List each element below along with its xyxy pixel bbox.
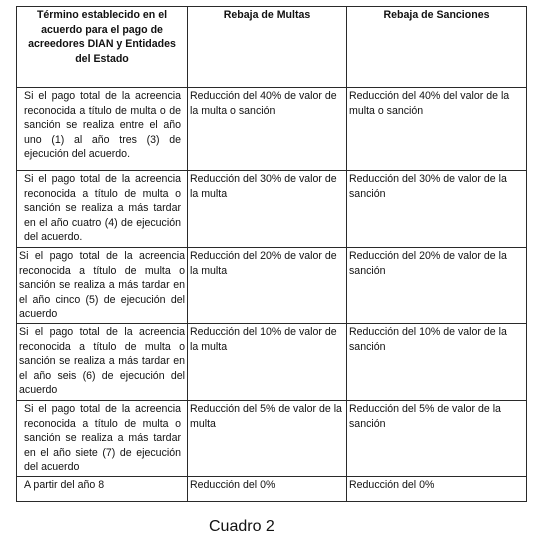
sanciones-cell: Reducción del 0%: [347, 476, 527, 501]
sanciones-cell: Reducción del 30% de valor de la sanción: [347, 171, 527, 248]
term-cell: Si el pago total de la acreencia reconocida a título de multa o sanción se realiza a más tardar en el año cuatro (4) de ejecución del acuerdo.: [17, 171, 188, 248]
sanciones-cell: Reducción del 40% del valor de la multa o sanción: [347, 88, 527, 171]
table-row: [17, 323, 527, 400]
term-cell: Si el pago total de la acreencia reconocida a título de multa o de sanción se realiza entre el año uno (1) al año tres (3) de ejecución del acuerdo.: [17, 88, 188, 171]
table-row: [17, 476, 527, 501]
multas-cell: Reducción del 20% de valor de la multa: [188, 248, 347, 324]
header-rebaja-sanciones: Rebaja de Sanciones: [347, 7, 527, 88]
term-cell: A partir del año 8: [17, 476, 188, 501]
sanciones-cell: Reducción del 5% de valor de la sanción: [347, 400, 527, 476]
table-header-row: [17, 7, 527, 88]
multas-cell: Reducción del 30% de valor de la multa: [188, 171, 347, 248]
term-cell: Si el pago total de la acreencia reconocida a título de multa o sanción se realiza a más tardar en el año cinco (5) de ejecución del acuerdo: [17, 248, 188, 324]
multas-cell: Reducción del 0%: [188, 476, 347, 501]
multas-cell: Reducción del 5% de valor de la multa: [188, 400, 347, 476]
table-row: [17, 171, 527, 248]
multas-cell: Reducción del 10% de valor de la multa: [188, 323, 347, 400]
reduction-table: [16, 6, 527, 502]
table-row: [17, 248, 527, 324]
table-row: [17, 400, 527, 476]
table-caption: Cuadro 2: [209, 518, 275, 535]
header-rebaja-multas: Rebaja de Multas: [188, 7, 347, 88]
table-row: [17, 88, 527, 171]
multas-cell: Reducción del 40% de valor de la multa o sanción: [188, 88, 347, 171]
header-term: Término establecido en el acuerdo para el pago de acreedores DIAN y Entidades del Estado: [17, 7, 188, 88]
sanciones-cell: Reducción del 20% de valor de la sanción: [347, 248, 527, 324]
term-cell: Si el pago total de la acreencia reconocida a título de multa o sanción se realiza a más tardar en el año seis (6) de ejecución del acuerdo: [17, 323, 188, 400]
term-cell: Si el pago total de la acreencia reconocida a título de multa o sanción se realiza a más tardar en el año siete (7) de ejecución del acuerdo: [17, 400, 188, 476]
sanciones-cell: Reducción del 10% de valor de la sanción: [347, 323, 527, 400]
